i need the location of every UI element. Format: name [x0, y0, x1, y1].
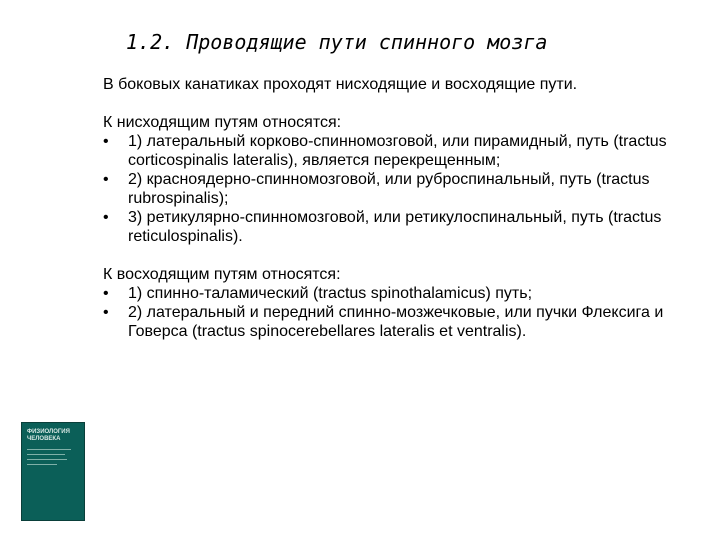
bullet: • — [103, 285, 109, 302]
slide-body — [103, 75, 703, 341]
list-item — [103, 303, 703, 341]
list-item — [103, 132, 703, 170]
list-item — [103, 284, 703, 303]
bullet: • — [103, 304, 109, 321]
list-item — [103, 208, 703, 246]
list-item-text: 3) ретикулярно-спинномозговой, или ретикулоспинальный, путь (tractus reticulospinalis). — [128, 209, 662, 245]
ascending-heading: К восходящим путям относятся: — [103, 266, 341, 283]
list-item-text: 1) латеральный корково-спинномозговой, или пирамидный, путь (tractus corticospinalis lateralis), является перекрещенным; — [128, 133, 667, 169]
list-item — [103, 170, 703, 208]
list-item-text: 1) спинно-таламический (tractus spinothalamicus) путь; — [128, 285, 533, 302]
book-cover-line — [27, 464, 57, 465]
list-item-text: 2) латеральный и передний спинно-мозжечковые, или пучки Флексига и Говерса (tractus spinocerebellares lateralis et ventralis). — [128, 304, 664, 340]
book-cover-image — [21, 422, 85, 521]
book-cover-line — [27, 449, 71, 450]
book-cover-line — [27, 459, 67, 460]
book-cover-line — [27, 454, 65, 455]
list-item-text: 2) красноядерно-спинномозговой, или руброспинальный, путь (tractus rubrospinalis); — [128, 171, 650, 207]
bullet: • — [103, 171, 109, 188]
book-cover-title: ФИЗИОЛОГИЯ ЧЕЛОВЕКА — [27, 429, 70, 442]
bullet: • — [103, 209, 109, 226]
descending-heading: К нисходящим путям относятся: — [103, 114, 342, 131]
slide-title: 1.2. Проводящие пути спинного мозга — [126, 30, 548, 54]
bullet: • — [103, 133, 109, 150]
intro-paragraph: В боковых канатиках проходят нисходящие и восходящие пути. — [103, 76, 578, 93]
